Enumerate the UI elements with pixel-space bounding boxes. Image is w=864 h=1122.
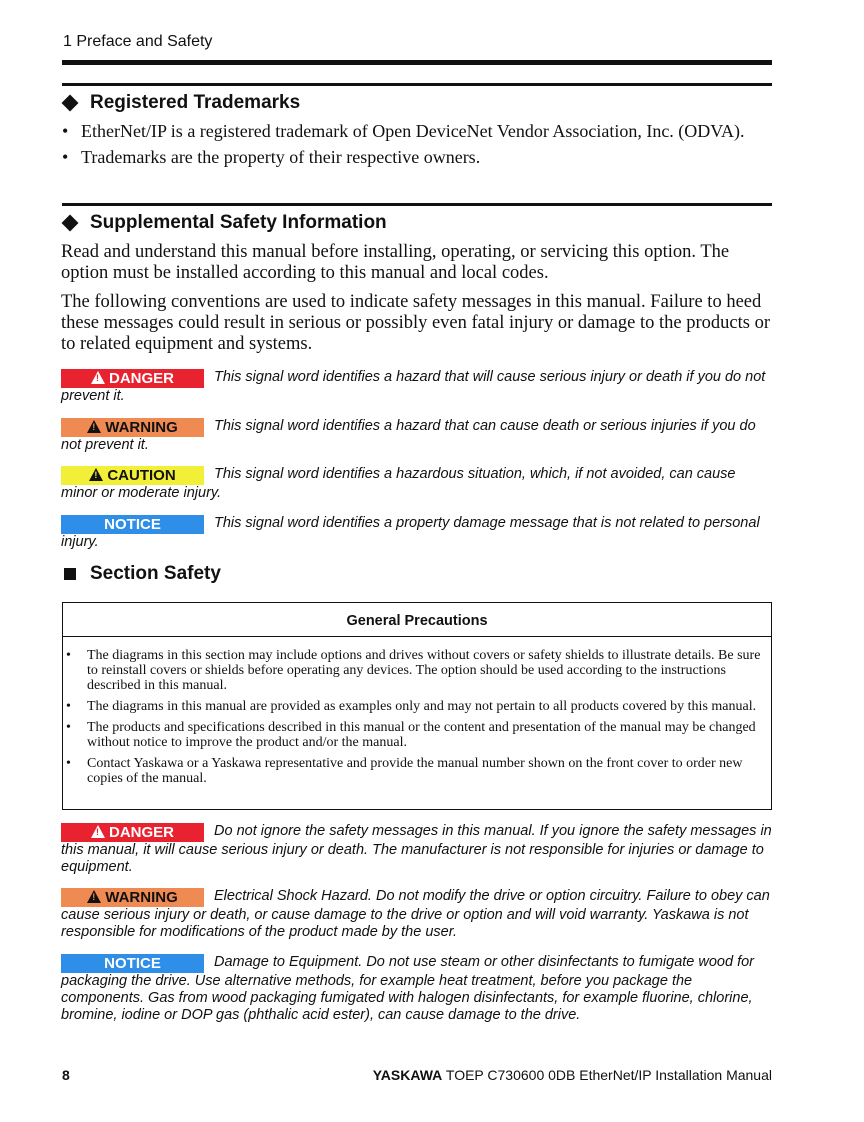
trademarks-heading <box>62 92 300 114</box>
section-safety-title: Section Safety <box>90 563 221 584</box>
intro-paragraph: Read and understand this manual before installing, operating, or servicing this option. The option must be installed according to this manual and local codes. <box>61 242 730 283</box>
warning-triangle-icon <box>91 825 105 838</box>
general-precautions-box <box>62 602 772 810</box>
warning-triangle-icon <box>91 371 105 384</box>
header-rule <box>62 60 772 65</box>
precautions-list <box>63 637 771 786</box>
general-precautions-title: General Precautions <box>63 603 771 637</box>
section-safety-heading <box>62 563 221 585</box>
signal-danger: !DANGER This signal word identifies a hazard that will cause serious injury or death if you do not prevent it. <box>61 369 773 405</box>
signal-notice: NOTICE This signal word identifies a property damage message that is not related to personal injury. <box>61 515 760 550</box>
list-item: • The products and specifications described in this manual or the content and presentation of the manual may be changed without notice to improve the product and/or the manual. <box>66 720 756 750</box>
warning-triangle-icon <box>87 420 101 433</box>
square-bullet-icon <box>64 568 76 580</box>
danger-badge: !DANGER <box>61 823 204 842</box>
supplemental-heading <box>62 212 387 234</box>
trademarks-title: Registered Trademarks <box>90 92 301 113</box>
section-rule <box>62 203 772 206</box>
notice-badge: NOTICE <box>61 515 204 534</box>
supplemental-title: Supplemental Safety Information <box>90 212 387 233</box>
warning-triangle-icon <box>87 890 101 903</box>
message-danger: !DANGER Do not ignore the safety messages in this manual. If you ignore the safety messages in this manual, it will cause serious injury or death. The manufacturer is not responsible for injuries or damage to equipment. <box>61 823 773 876</box>
caution-badge: !CAUTION <box>61 466 204 485</box>
section-rule <box>62 83 772 86</box>
message-notice: NOTICE Damage to Equipment. Do not use steam or other disinfectants to fumigate wood for packaging the drive. Use alternative methods, for example heat treatment, before you package the components. Gas from wood packaging fumigated with halogen disinfectants, for example fluorine, chlorine, bromine, iodine or DOP gas (phthalic acid ester), can cause damage to the drive. <box>61 954 755 1023</box>
brand-name: YASKAWA <box>372 1067 443 1083</box>
warning-badge: !WARNING <box>61 888 204 907</box>
conventions-paragraph: The following conventions are used to indicate safety messages in this manual. Failure to heed these messages could result in serious or possibly even fatal injury or damage to the products or to related equipment and systems. <box>61 292 770 354</box>
signal-warning: !WARNING This signal word identifies a hazard that can cause death or serious injuries if you do not prevent it. <box>61 418 773 454</box>
warning-triangle-icon <box>89 468 103 481</box>
trademarks-list <box>62 121 762 173</box>
danger-badge: !DANGER <box>61 369 204 388</box>
chapter-header: 1 Preface and Safety <box>63 33 213 50</box>
notice-badge: NOTICE <box>61 954 204 973</box>
list-item: • Contact Yaskawa or a Yaskawa representative and provide the manual number shown on the front cover to order new copies of the manual. <box>66 756 743 786</box>
diamond-bullet-icon <box>62 215 79 232</box>
list-item: • EtherNet/IP is a registered trademark of Open DeviceNet Vendor Association, Inc. (ODVA). <box>62 121 745 141</box>
list-item: • The diagrams in this section may include options and drives without covers or safety shields to illustrate details. Be sure to reinstall covers or shields before operating any devices. The option should be used according to the instructions described in this manual. <box>66 648 761 693</box>
signal-caution: !CAUTION This signal word identifies a hazardous situation, which, if not avoided, can cause minor or moderate injury. <box>61 466 773 502</box>
warning-badge: !WARNING <box>61 418 204 437</box>
footer-manual-title: YASKAWA TOEP C730600 0DB EtherNet/IP Installation Manual <box>372 1067 772 1083</box>
list-item: • The diagrams in this manual are provided as examples only and may not pertain to all products covered by this manual. <box>66 699 757 714</box>
list-item: • Trademarks are the property of their respective owners. <box>62 147 481 167</box>
page-number: 8 <box>62 1067 70 1083</box>
message-warning: !WARNING Electrical Shock Hazard. Do not modify the drive or option circuitry. Failure to obey can cause serious injury or death, or cause damage to the drive or option and will void warranty. Yaskawa is not responsible for modifications of the product made by the user. <box>61 888 773 941</box>
diamond-bullet-icon <box>62 95 79 112</box>
